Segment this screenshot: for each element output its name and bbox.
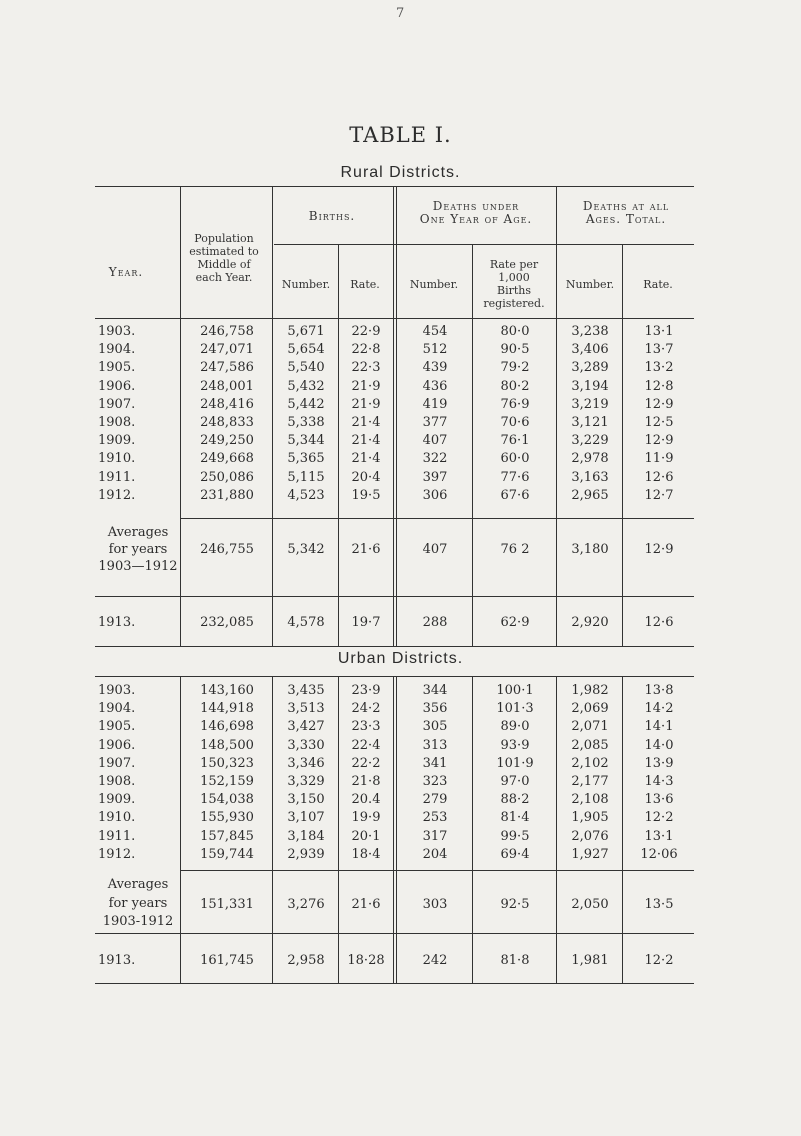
cell-d-rate: 89·0 [500, 719, 530, 735]
cell-pop: 152,159 [200, 774, 254, 789]
cell-d-num: 279 [422, 792, 448, 808]
header-deaths-all-number: Number. [565, 278, 615, 291]
avg-d-rate: 76 2 [500, 542, 530, 557]
vrule-1 [180, 186, 181, 646]
avg-b-num: 5,342 [287, 542, 325, 557]
cell-d-rate: 99·5 [500, 828, 530, 844]
cell-d-num: 305 [422, 719, 448, 735]
header-births-rate: Rate. [350, 278, 380, 291]
rule-header-sub [274, 244, 694, 245]
cell-t-rate: 14·3 [644, 774, 674, 789]
cell-b-num: 3,435 [287, 683, 325, 698]
avg-t-num: 3,180 [571, 542, 609, 557]
cell-b-num: 5,338 [287, 415, 325, 430]
cell-pop: 249,668 [200, 451, 254, 467]
header-rate-per-line1: Rate per [489, 258, 539, 271]
urban-heading: Urban Districts. [337, 650, 464, 667]
cell-t-rate: 13·2 [644, 360, 674, 376]
cell-b-num: 5,442 [287, 396, 325, 412]
cell-t-rate: 12·6 [644, 469, 674, 485]
cell-b-rate: 22·2 [351, 755, 381, 771]
header-deaths-all-ages [560, 200, 692, 226]
row-year: 1903. [98, 324, 136, 339]
cell-d-rate: 67·6 [500, 487, 530, 503]
row-year: 1903. [98, 683, 136, 698]
header-deaths-under-one [397, 200, 555, 226]
final-pop: 161,745 [200, 953, 254, 968]
cell-b-num: 3,184 [287, 828, 325, 844]
cell-d-rate: 60·0 [500, 451, 530, 467]
cell-t-num: 2,069 [571, 701, 609, 717]
cell-d-num: 407 [422, 433, 448, 449]
cell-t-num: 1,927 [571, 846, 609, 862]
vrule-u7 [622, 676, 623, 983]
cell-t-num: 2,965 [571, 487, 609, 503]
cell-t-num: 2,108 [571, 792, 609, 808]
row-year: 1910. [98, 451, 136, 467]
cell-pop: 249,250 [200, 433, 254, 449]
cell-d-rate: 77·6 [500, 469, 530, 485]
vrule-u6 [556, 676, 557, 983]
rule-urban-top [95, 676, 694, 677]
cell-pop: 159,744 [200, 846, 254, 862]
avg-d-num: 407 [422, 542, 448, 557]
cell-d-num: 512 [422, 342, 448, 358]
cell-b-rate: 19·5 [351, 487, 381, 503]
cell-d-rate: 90·5 [500, 342, 530, 358]
rule-urban-bottom [95, 983, 694, 984]
avg-b-rate: 21·6 [351, 897, 381, 912]
cell-pop: 150,323 [200, 755, 254, 771]
cell-d-rate: 80·2 [500, 378, 530, 394]
header-rate-per-line2: 1,000 [498, 271, 530, 284]
cell-d-num: 323 [422, 774, 448, 789]
cell-d-rate: 69·4 [500, 846, 530, 862]
vrule-u1 [180, 676, 181, 983]
rural-heading: Rural Districts. [340, 164, 461, 181]
final-pop: 232,085 [200, 615, 254, 630]
cell-pop: 248,416 [200, 396, 254, 412]
cell-t-rate: 14·2 [644, 701, 674, 717]
row-year: 1908. [98, 415, 136, 430]
row-year: 1906. [98, 737, 136, 753]
cell-t-rate: 13·9 [644, 755, 674, 771]
header-population-line1: Population [194, 232, 254, 245]
cell-t-num: 2,076 [571, 828, 609, 844]
cell-d-rate: 76·1 [500, 433, 530, 449]
cell-t-num: 2,085 [571, 737, 609, 753]
cell-t-num: 3,121 [571, 415, 609, 430]
cell-b-rate: 20.4 [351, 792, 381, 808]
final-year: 1913. [98, 953, 136, 968]
row-year: 1912. [98, 846, 136, 862]
cell-t-rate: 13·6 [644, 792, 674, 808]
final-b-num: 2,958 [287, 953, 325, 968]
cell-d-num: 356 [422, 701, 448, 717]
cell-d-num: 306 [422, 487, 448, 503]
final-t-rate: 12·2 [644, 953, 674, 968]
cell-d-num: 454 [422, 324, 448, 339]
header-year: Year. [108, 265, 144, 279]
cell-pop: 146,698 [200, 719, 254, 735]
row-year: 1904. [98, 701, 136, 717]
cell-b-num: 3,107 [287, 810, 325, 826]
cell-t-rate: 12·8 [644, 378, 674, 394]
cell-b-rate: 21·9 [351, 378, 381, 394]
avg-d-num: 303 [422, 897, 448, 912]
vrule-4b [396, 186, 397, 646]
cell-b-num: 2,939 [287, 846, 325, 862]
vrule-u4b [396, 676, 397, 983]
final-d-rate: 62·9 [500, 615, 530, 630]
cell-t-rate: 13·1 [644, 324, 674, 339]
cell-t-rate: 13·8 [644, 683, 674, 698]
cell-d-rate: 70·6 [500, 415, 530, 430]
cell-d-rate: 93·9 [500, 737, 530, 753]
rule-rural-bottom [95, 646, 694, 647]
cell-d-rate: 76·9 [500, 396, 530, 412]
cell-t-num: 3,406 [571, 342, 609, 358]
cell-b-rate: 22·4 [351, 737, 381, 753]
cell-b-num: 3,346 [287, 755, 325, 771]
cell-b-num: 3,513 [287, 701, 325, 717]
cell-pop: 246,758 [200, 324, 254, 339]
cell-pop: 157,845 [200, 828, 254, 844]
final-d-rate: 81·8 [500, 953, 530, 968]
cell-t-rate: 11·9 [644, 451, 674, 467]
cell-pop: 248,001 [200, 378, 254, 394]
cell-pop: 247,586 [200, 360, 254, 376]
vrule-2 [272, 186, 273, 646]
cell-t-rate: 12·06 [640, 846, 678, 862]
final-b-num: 4,578 [287, 615, 325, 630]
avg-label-line3: 1903-1912 [102, 914, 174, 929]
cell-d-rate: 97·0 [500, 774, 530, 789]
cell-b-rate: 23·9 [351, 683, 381, 698]
final-t-num: 1,981 [571, 953, 609, 968]
avg-pop: 151,331 [200, 897, 254, 912]
avg-label-line2: for years [108, 542, 168, 557]
cell-t-num: 1,982 [571, 683, 609, 698]
header-deaths-under-number: Number. [409, 278, 459, 291]
cell-t-num: 3,194 [571, 378, 609, 394]
row-year: 1909. [98, 792, 136, 808]
cell-b-rate: 21·4 [351, 415, 381, 430]
cell-b-rate: 21·9 [351, 396, 381, 412]
cell-t-rate: 14·0 [644, 737, 674, 753]
avg-label-line1: Averages [107, 877, 169, 892]
cell-d-num: 377 [422, 415, 448, 430]
cell-d-num: 322 [422, 451, 448, 467]
cell-b-num: 4,523 [287, 487, 325, 503]
cell-pop: 154,038 [200, 792, 254, 808]
cell-pop: 143,160 [200, 683, 254, 698]
header-rate-per-line3: Births [496, 284, 531, 297]
cell-d-num: 344 [422, 683, 448, 698]
rule-top [95, 186, 694, 187]
cell-d-num: 439 [422, 360, 448, 376]
cell-t-num: 3,219 [571, 396, 609, 412]
cell-t-rate: 12·9 [644, 396, 674, 412]
cell-t-rate: 12·7 [644, 487, 674, 503]
final-year: 1913. [98, 615, 136, 630]
header-population [182, 232, 266, 284]
row-year: 1908. [98, 774, 136, 789]
vrule-7 [622, 244, 623, 646]
row-year: 1912. [98, 487, 136, 503]
cell-b-num: 5,115 [287, 469, 325, 485]
cell-t-num: 3,289 [571, 360, 609, 376]
rule-rural-avg-top [180, 518, 694, 519]
cell-b-rate: 21·4 [351, 451, 381, 467]
vrule-5 [472, 244, 473, 646]
cell-pop: 231,880 [200, 487, 254, 503]
cell-pop: 250,086 [200, 469, 254, 485]
table-title: TABLE I. [349, 123, 452, 147]
cell-b-num: 3,427 [287, 719, 325, 735]
row-year: 1907. [98, 755, 136, 771]
header-deaths-all-rate: Rate. [643, 278, 673, 291]
cell-b-num: 5,671 [287, 324, 325, 339]
final-d-num: 288 [422, 615, 448, 630]
cell-t-num: 3,238 [571, 324, 609, 339]
cell-b-rate: 20·1 [351, 828, 381, 844]
row-year: 1905. [98, 360, 136, 376]
header-rate-per-line4: registered. [483, 297, 545, 310]
cell-b-rate: 18·4 [351, 846, 381, 862]
avg-label-line2: for years [108, 896, 168, 911]
cell-t-rate: 12·5 [644, 415, 674, 430]
cell-pop: 144,918 [200, 701, 254, 717]
cell-b-num: 5,344 [287, 433, 325, 449]
avg-label-line3: 1903—1912 [98, 559, 178, 574]
cell-t-rate: 13·1 [644, 828, 674, 844]
cell-d-rate: 79·2 [500, 360, 530, 376]
final-d-num: 242 [422, 953, 448, 968]
header-population-line2: estimated to [189, 245, 259, 258]
avg-t-num: 2,050 [571, 897, 609, 912]
cell-b-rate: 22·3 [351, 360, 381, 376]
cell-b-rate: 21·8 [351, 774, 381, 789]
cell-t-num: 3,163 [571, 469, 609, 485]
cell-t-rate: 12·2 [644, 810, 674, 826]
header-deaths-under-line1: Deaths under [432, 199, 520, 213]
row-year: 1911. [98, 469, 136, 485]
cell-t-num: 1,905 [571, 810, 609, 826]
cell-t-num: 2,102 [571, 755, 609, 771]
cell-pop: 155,930 [200, 810, 254, 826]
cell-b-rate: 24·2 [351, 701, 381, 717]
cell-d-num: 341 [422, 755, 448, 771]
cell-t-num: 2,071 [571, 719, 609, 735]
cell-t-num: 2,177 [571, 774, 609, 789]
cell-b-rate: 22·9 [351, 324, 381, 339]
header-deaths-under-line2: One Year of Age. [419, 212, 533, 226]
vrule-4 [393, 186, 394, 646]
cell-t-rate: 12·9 [644, 433, 674, 449]
cell-b-num: 5,432 [287, 378, 325, 394]
vrule-u3 [338, 676, 339, 983]
cell-d-num: 253 [422, 810, 448, 826]
cell-t-rate: 13·7 [644, 342, 674, 358]
cell-t-num: 2,978 [571, 451, 609, 467]
vrule-u2 [272, 676, 273, 983]
avg-label-line1: Averages [107, 525, 169, 540]
rule-urban-avg-top [180, 870, 694, 871]
cell-b-rate: 23·3 [351, 719, 381, 735]
page-number: 7 [396, 6, 405, 21]
header-births-number: Number. [281, 278, 331, 291]
cell-b-num: 5,540 [287, 360, 325, 376]
row-year: 1910. [98, 810, 136, 826]
rule-header-bottom [95, 318, 694, 319]
avg-b-rate: 21·6 [351, 542, 381, 557]
cell-d-rate: 88·2 [500, 792, 530, 808]
header-rate-per-1000 [474, 258, 554, 310]
row-year: 1905. [98, 719, 136, 735]
cell-b-num: 3,150 [287, 792, 325, 808]
cell-t-rate: 14·1 [644, 719, 674, 735]
cell-d-num: 317 [422, 828, 448, 844]
rule-rural-avg-bottom [95, 596, 694, 597]
cell-b-rate: 21·4 [351, 433, 381, 449]
row-year: 1906. [98, 378, 136, 394]
cell-d-num: 204 [422, 846, 448, 862]
cell-d-rate: 101·3 [496, 701, 534, 717]
cell-b-num: 3,330 [287, 737, 325, 753]
row-year: 1907. [98, 396, 136, 412]
avg-d-rate: 92·5 [500, 897, 530, 912]
header-population-line4: each Year. [195, 271, 253, 284]
avg-t-rate: 13·5 [644, 897, 674, 912]
cell-d-rate: 81·4 [500, 810, 530, 826]
cell-b-rate: 20·4 [351, 469, 381, 485]
header-deaths-all-line1: Deaths at all [582, 199, 670, 213]
cell-d-num: 397 [422, 469, 448, 485]
cell-d-num: 313 [422, 737, 448, 753]
vrule-3 [338, 244, 339, 646]
cell-b-rate: 19·9 [351, 810, 381, 826]
cell-b-rate: 22·8 [351, 342, 381, 358]
vrule-u5 [472, 676, 473, 983]
vrule-6 [556, 186, 557, 646]
cell-d-rate: 100·1 [496, 683, 534, 698]
avg-t-rate: 12·9 [644, 542, 674, 557]
avg-pop: 246,755 [200, 542, 254, 557]
cell-d-rate: 101·9 [496, 755, 534, 771]
final-b-rate: 18·28 [347, 953, 385, 968]
final-t-num: 2,920 [571, 615, 609, 630]
final-t-rate: 12·6 [644, 615, 674, 630]
cell-d-rate: 80·0 [500, 324, 530, 339]
cell-d-num: 436 [422, 378, 448, 394]
header-deaths-all-line2: Ages. Total. [585, 212, 667, 226]
cell-pop: 248,833 [200, 415, 254, 430]
row-year: 1904. [98, 342, 136, 358]
rule-urban-avg-bottom [95, 933, 694, 934]
header-births: Births. [308, 209, 356, 223]
row-year: 1909. [98, 433, 136, 449]
cell-d-num: 419 [422, 396, 448, 412]
avg-b-num: 3,276 [287, 897, 325, 912]
header-population-line3: Middle of [197, 258, 251, 271]
row-year: 1911. [98, 828, 136, 844]
vrule-u4 [393, 676, 394, 983]
final-b-rate: 19·7 [351, 615, 381, 630]
cell-b-num: 5,365 [287, 451, 325, 467]
cell-b-num: 5,654 [287, 342, 325, 358]
cell-b-num: 3,329 [287, 774, 325, 789]
cell-t-num: 3,229 [571, 433, 609, 449]
cell-pop: 247,071 [200, 342, 254, 358]
cell-pop: 148,500 [200, 737, 254, 753]
